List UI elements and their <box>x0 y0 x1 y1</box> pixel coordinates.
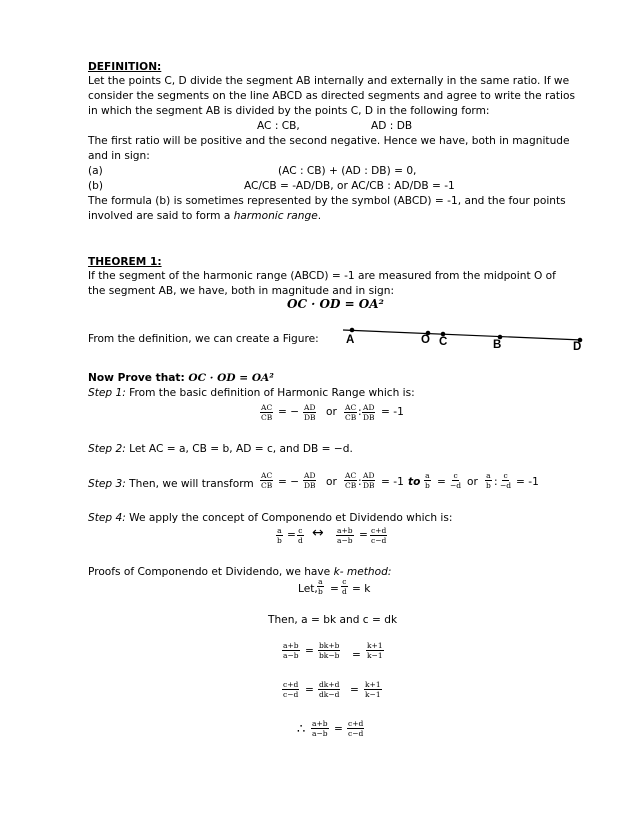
colon-1: : <box>358 406 362 418</box>
step4-label: Step 4: <box>88 512 126 524</box>
equals-neg1-3: = -1 <box>516 476 539 488</box>
frac-ac-cb-1: $\frac{AC}{CB}$ <box>261 403 273 422</box>
definition-line-4: The first ratio will be positive and the second negative. Hence we have, both in magnitude <box>88 135 570 147</box>
formula-a: (AC : CB) + (AD : DB) = 0, <box>278 165 417 177</box>
frac-ac-cb-3: $\frac{AC}{CB}$ <box>261 471 273 490</box>
frac-bkpb-bkmb: $\frac{bk+b}{bk-b}$ <box>319 641 340 660</box>
frac-a-b-4: $\frac{a}{b}$ <box>318 577 323 596</box>
frac-cpd-cmd-2: $\frac{c+d}{c-d}$ <box>283 680 299 699</box>
frac-ac-cb-2: $\frac{AC}{CB}$ <box>345 403 357 422</box>
frac-c-negd-2: $\frac{c}{-d}$ <box>500 471 512 490</box>
definition-line-5: and in sign: <box>88 150 150 162</box>
point-o-label: O <box>421 334 430 346</box>
colon-2: : <box>358 476 362 488</box>
eq-sign: = − <box>278 406 300 418</box>
frac-a-b-1: $\frac{a}{b}$ <box>425 471 430 490</box>
formula-b-label: (b) <box>88 180 103 192</box>
theorem-line-1: If the segment of the harmonic range (ABCD) = -1 are measured from the midpoint O of <box>88 270 556 282</box>
definition-line-2: consider the segments on the line ABCD as directed segments and agree to write the ratios <box>88 90 575 102</box>
step3-label: Step 3: <box>88 478 126 490</box>
frac-cpd-cmd-1: $\frac{c+d}{c-d}$ <box>371 526 387 545</box>
definition-line-3: in which the segment AB is divided by the points C, D in the following form: <box>88 105 490 117</box>
eq-sign-6: = <box>330 583 339 595</box>
step2-label: Step 2: <box>88 443 126 455</box>
frac-apb-amb-3: $\frac{a+b}{a-b}$ <box>312 719 328 738</box>
iff-symbol: ↔ <box>312 525 324 541</box>
frac-apb-amb-2: $\frac{a+b}{a-b}$ <box>283 641 299 660</box>
frac-ad-db-2: $\frac{AD}{DB}$ <box>363 403 375 422</box>
point-c-label: C <box>439 336 448 348</box>
ratio-ad-db: AD : DB <box>371 120 413 132</box>
to-word: to <box>408 476 421 488</box>
formula-a-label: (a) <box>88 165 103 177</box>
point-a-label: A <box>346 334 355 346</box>
frac-c-d-2: $\frac{c}{d}$ <box>342 577 347 596</box>
frac-kp1-km1-2: $\frac{k+1}{k-1}$ <box>365 680 381 699</box>
therefore-symbol: ∴ <box>297 722 306 737</box>
prove-equation: OC · OD = OA² <box>188 372 274 384</box>
eq-sign-9: = <box>305 684 314 696</box>
figure-intro: From the definition, we can create a Figure: <box>88 333 319 345</box>
definition-heading: DEFINITION: <box>88 61 162 73</box>
equals-neg1-1: = -1 <box>381 406 404 418</box>
step3-line: Step 3: Then, we will transform <box>88 478 254 490</box>
frac-c-d-1: $\frac{c}{d}$ <box>298 526 303 545</box>
eq-sign-4: = <box>287 529 296 541</box>
definition-line-7: involved are said to form a harmonic range. <box>88 210 322 222</box>
or-3: or <box>467 476 478 488</box>
eq-sign-11: = <box>334 723 343 735</box>
equals-neg1-2: = -1 <box>381 476 404 488</box>
point-d-label: D <box>573 341 582 353</box>
frac-c-negd-1: $\frac{c}{-d}$ <box>450 471 462 490</box>
step2-line: Step 2: Let AC = a, CB = b, AD = c, and DB = −d. <box>88 443 353 455</box>
let-word: Let, <box>298 583 318 595</box>
step4-line: Step 4: We apply the concept of Componendo et Dividendo which is: <box>88 512 453 524</box>
eq-sign-3: = <box>437 476 446 488</box>
equals-k: = k <box>352 583 371 595</box>
point-b-label: B <box>493 339 502 351</box>
step1-line: Step 1: From the basic definition of Harmonic Range which is: <box>88 387 415 399</box>
frac-a-b-2: $\frac{a}{b}$ <box>486 471 491 490</box>
then-line: Then, a = bk and c = dk <box>268 614 398 626</box>
or-2: or <box>326 476 337 488</box>
frac-kp1-km1-1: $\frac{k+1}{k-1}$ <box>367 641 383 660</box>
eq-sign-8: = <box>352 649 361 661</box>
frac-apb-amb-1: $\frac{a+b}{a-b}$ <box>337 526 353 545</box>
eq-sign-2: = − <box>278 476 300 488</box>
eq-sign-7: = <box>305 645 314 657</box>
theorem-main-equation: OC · OD = OA² <box>287 297 384 311</box>
or-1: or <box>326 406 337 418</box>
frac-ac-cb-4: $\frac{AC}{CB}$ <box>345 471 357 490</box>
theorem-line-2: the segment AB, we have, both in magnitude and in sign: <box>88 285 395 297</box>
proofs-line: Proofs of Componendo et Dividendo, we have k- method: <box>88 566 392 578</box>
line-abcd <box>343 330 582 340</box>
eq-sign-5: = <box>359 529 368 541</box>
theorem-heading: THEOREM 1: <box>88 256 162 268</box>
eq-sign-10: = <box>350 684 359 696</box>
colon-3: : <box>494 476 498 488</box>
step1-label: Step 1: <box>88 387 126 399</box>
point-a-dot <box>350 328 355 333</box>
frac-ad-db-3: $\frac{AD}{DB}$ <box>304 471 316 490</box>
formula-b: AC/CB = -AD/DB, or AC/CB : AD/DB = -1 <box>244 180 455 192</box>
definition-line-1: Let the points C, D divide the segment AB internally and externally in the same ratio. If we <box>88 75 570 87</box>
frac-cpd-cmd-3: $\frac{c+d}{c-d}$ <box>348 719 364 738</box>
frac-ad-db-4: $\frac{AD}{DB}$ <box>363 471 375 490</box>
definition-line-6: The formula (b) is sometimes represented by the symbol (ABCD) = -1, and the four points <box>88 195 566 207</box>
frac-dkpd-dkmd: $\frac{dk+d}{dk-d}$ <box>319 680 340 699</box>
prove-heading: Now Prove that: OC · OD = OA² <box>88 372 274 384</box>
ratio-ac-cb: AC : CB, <box>257 120 300 132</box>
frac-ad-db-1: $\frac{AD}{DB}$ <box>304 403 316 422</box>
harmonic-range-term: harmonic range <box>233 210 318 222</box>
frac-a-b-3: $\frac{a}{b}$ <box>277 526 282 545</box>
k-method-term: k- method: <box>333 566 392 578</box>
